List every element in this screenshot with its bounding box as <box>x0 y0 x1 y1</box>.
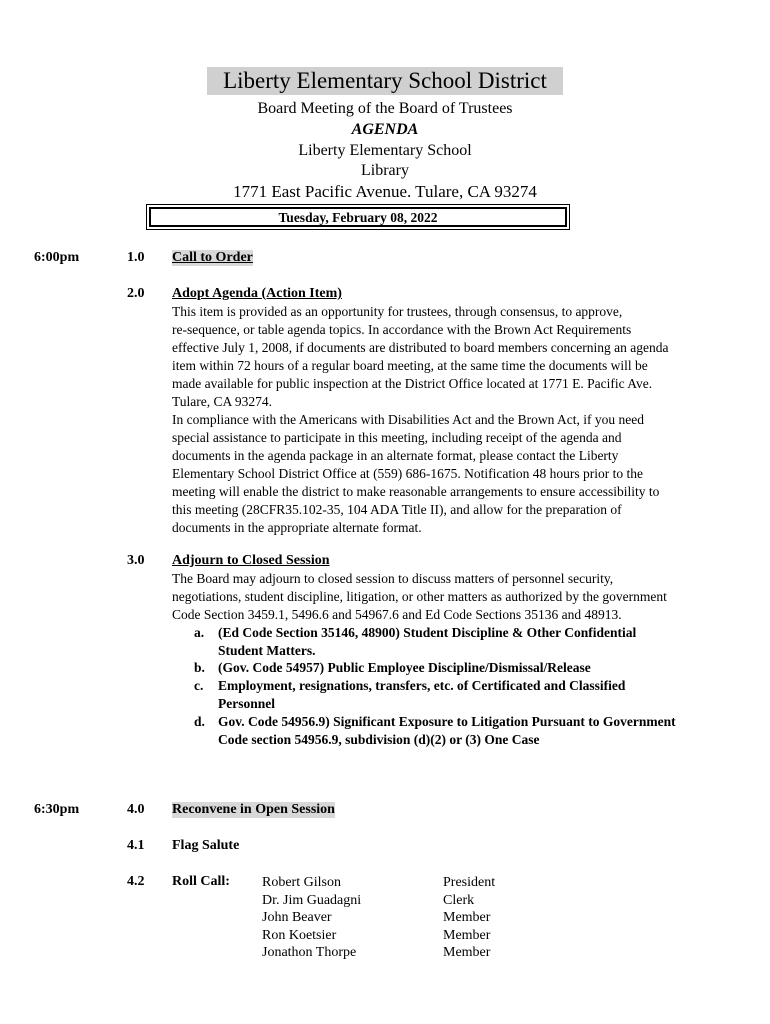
paragraph-line: This item is provided as an opportunity for trustees, through consensus, to approve, <box>172 304 623 319</box>
paragraph-line: meeting will enable the district to make reasonable arrangements to ensure accessibility to <box>172 484 660 499</box>
paragraph-line: effective July 1, 2008, if documents are distributed to board members concerning an agenda <box>172 340 669 355</box>
subitem-text: Student Matters. <box>218 643 316 658</box>
item-title-call-to-order: Call to Order <box>172 250 253 265</box>
paragraph-line: negotiations, student discipline, litigation, or other matters as authorized by the government <box>172 589 667 604</box>
paragraph-line: Tulare, CA 93274. <box>172 394 273 409</box>
item-time: 6:00pm <box>34 250 80 265</box>
item-title-closed-session: Adjourn to Closed Session <box>172 553 330 568</box>
item-number: 2.0 <box>127 286 145 301</box>
roll-call-names <box>262 874 361 962</box>
paragraph-line: made available for public inspection at the District Office located at 1771 E. Pacific Ave. <box>172 376 653 391</box>
item-title-roll-call: Roll Call: <box>172 874 230 889</box>
paragraph-line: item within 72 hours of a regular board meeting, at the same time the documents will be <box>172 358 648 373</box>
subitem-text: Gov. Code 54956.9) Significant Exposure to Litigation Pursuant to Government <box>218 714 676 729</box>
subitem-letter: a. <box>194 625 205 640</box>
item-time: 6:30pm <box>34 802 80 817</box>
paragraph-line: Elementary School District Office at (559) 686-1675. Notification 48 hours prior to the <box>172 466 644 481</box>
meeting-location: Library <box>361 162 409 179</box>
subitem-text: Personnel <box>218 696 275 711</box>
subitem-letter: c. <box>194 678 204 693</box>
paragraph-line: In compliance with the Americans with Disabilities Act and the Brown Act, if you need <box>172 412 645 427</box>
paragraph-line: re-sequence, or table agenda topics. In accordance with the Brown Act Requirements <box>172 322 632 337</box>
member-name: Jonathon Thorpe <box>262 945 357 960</box>
member-role: Member <box>443 945 491 960</box>
subitem-letter: d. <box>194 714 205 729</box>
closed-session-description <box>172 570 742 624</box>
member-name: Robert Gilson <box>262 875 341 890</box>
item-number: 1.0 <box>127 250 145 265</box>
roll-call-roles <box>443 874 495 962</box>
adopt-agenda-description <box>172 303 742 537</box>
item-number: 4.1 <box>127 838 145 853</box>
subitem-text: Code section 54956.9, subdivision (d)(2) or (3) One Case <box>218 732 540 747</box>
district-title: Liberty Elementary School District <box>207 67 563 95</box>
member-role: Clerk <box>443 892 475 908</box>
meeting-title: Board Meeting of the Board of Trustees <box>257 100 513 117</box>
meeting-date: Tuesday, February 08, 2022 <box>149 207 567 227</box>
paragraph-line: documents in the appropriate alternate format. <box>172 520 422 535</box>
member-name: John Beaver <box>262 910 332 925</box>
meeting-date-box <box>146 204 570 230</box>
agenda-label: AGENDA <box>351 121 419 138</box>
member-name: Dr. Jim Guadagni <box>262 892 362 908</box>
member-role: Member <box>443 910 491 925</box>
item-number: 4.0 <box>127 802 145 817</box>
item-number: 4.2 <box>127 874 145 889</box>
member-name: Ron Koetsier <box>262 927 337 943</box>
paragraph-line: documents in the agenda package in an alternate format, please contact the Liberty <box>172 448 619 463</box>
subitem-text: Employment, resignations, transfers, etc. of Certificated and Classified <box>218 678 626 693</box>
subitem-text: (Gov. Code 54957) Public Employee Discipline/Dismissal/Release <box>218 660 591 675</box>
item-title-reconvene: Reconvene in Open Session <box>172 802 335 817</box>
paragraph-line: special assistance to participate in this meeting, including receipt of the agenda and <box>172 430 622 445</box>
meeting-address: 1771 East Pacific Avenue. Tulare, CA 93274 <box>233 182 537 201</box>
school-name: Liberty Elementary School <box>298 142 472 159</box>
paragraph-line: The Board may adjourn to closed session to discuss matters of personnel security, <box>172 571 614 586</box>
member-role: Member <box>443 927 491 943</box>
paragraph-line: this meeting (28CFR35.102-35, 104 ADA Title II), and allow for the preparation of <box>172 502 622 517</box>
subitem-letter: b. <box>194 660 205 675</box>
subitem-text: (Ed Code Section 35146, 48900) Student Discipline & Other Confidential <box>218 625 637 640</box>
item-number: 3.0 <box>127 553 145 568</box>
item-title-adopt-agenda: Adopt Agenda (Action Item) <box>172 286 342 301</box>
member-role: President <box>443 875 496 890</box>
paragraph-line: Code Section 3459.1, 5496.6 and 54967.6 and Ed Code Sections 35136 and 48913. <box>172 607 622 622</box>
item-title-flag-salute: Flag Salute <box>172 838 240 853</box>
